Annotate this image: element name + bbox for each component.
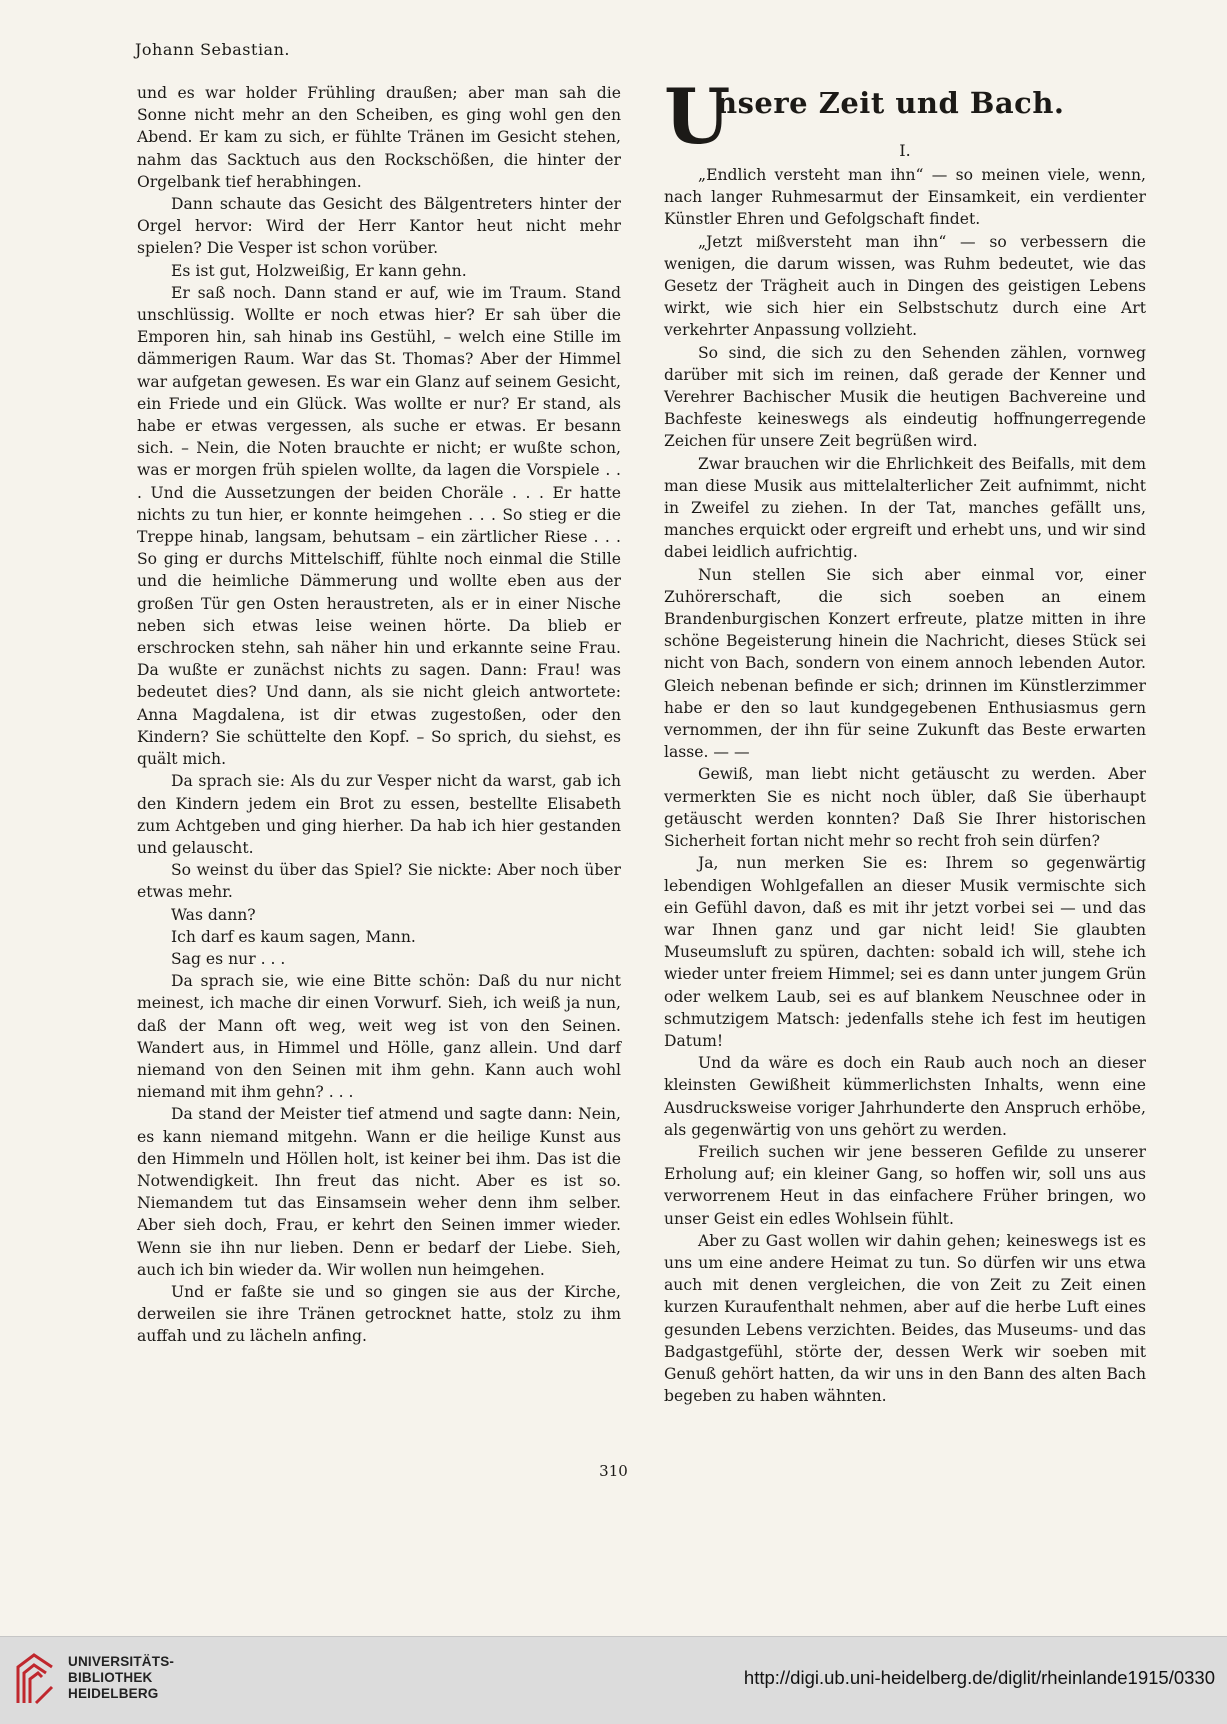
paragraph: Da sprach sie, wie eine Bitte schön: Daß du nur nicht meinest, ich mache dir einen Vorwurf. Sieh, ich weiß ja nun, daß der Mann oft weg, weit weg ist von den Seinen. Wandert aus, in Himmel und Hölle, ganz allein. Und darf niemand von den Seinen mit ihm gehn. Kann auch wohl niemand mit ihm gehn? . . . (137, 972, 621, 1102)
paragraph: Was dann? (171, 905, 256, 924)
section-number: I. (899, 141, 911, 160)
paragraph: Da sprach sie: Als du zur Vesper nicht da warst, gab ich den Kindern jedem ein Brot zu essen, bestellte Elisabeth zum Achtgeben und ging hierher. Da hab ich hier gestanden und gelauscht. (137, 772, 621, 857)
paragraph: Sag es nur . . . (171, 949, 286, 968)
paragraph: Zwar brauchen wir die Ehrlichkeit des Beifalls, mit dem man diese Musik aus mittelalterlicher Zeit aufnimmt, nicht in Zweifel zu ziehen. In der Tat, manches gefällt uns, manches erquickt oder ergreift und erhebt uns, und wir sind dabei leidlich aufrichtig. (664, 454, 1146, 562)
paragraph: Freilich suchen wir jene besseren Gefilde zu unserer Erholung auf; ein kleiner Gang, so hoffen wir, soll uns aus verworrenem Heut in das einfachere Früher bringen, wo unser Geist ein edles Wohlsein fühlt. (664, 1142, 1146, 1228)
paragraph: Aber zu Gast wollen wir dahin gehen; keineswegs ist es uns um eine andere Heimat zu tun. So dürfen wir uns etwa auch mit denen vergleichen, die von Zeit zu Zeit einen kurzen Kuraufenthalt nehmen, aber auf die herbe Luft eines gesunden Lebens verzichten. Beides, das Museums- und das Badgastgefühl, störte der, dessen Werk wir soeben mit Genuß gehört hatten, da wir uns in den Bann des alten Bach begeben zu haben wähnten. (664, 1231, 1146, 1406)
paragraph: und es war holder Frühling draußen; aber man sah die Sonne nicht mehr an den Scheiben, es ging wohl gen den Abend. Er kam zu sich, er fühlte Tränen im Gesicht stehen, nahm das Sacktuch aus den Rockschößen, die hinter der Orgelbank tief herabhingen. (137, 84, 621, 191)
library-logo-icon[interactable] (12, 1649, 58, 1709)
paragraph: Ich darf es kaum sagen, Mann. (171, 927, 416, 946)
library-name-line: HEIDELBERG (68, 1686, 159, 1701)
paragraph: Es ist gut, Holzweißig, Er kann gehn. (171, 261, 467, 280)
paragraph: „Endlich versteht man ihn“ — so meinen viele, wenn, nach langer Ruhmesarmut der Einsamkeit, ein verdienter Künstler Ehren und Gefolgschaft findet. (664, 166, 1146, 229)
left-column (137, 82, 621, 1348)
library-name (68, 1654, 174, 1702)
library-name-line: UNIVERSITÄTS- (68, 1654, 175, 1669)
paragraph: Dann schaute das Gesicht des Bälgentreters hinter der Orgel hervor: Wird der Herr Kantor heut nicht mehr spielen? Die Vesper ist schon vorüber. (137, 195, 621, 258)
library-name-line: BIBLIOTHEK (68, 1670, 153, 1685)
paragraph: So sind, die sich zu den Sehenden zählen, vornweg darüber mit sich im reinen, daß gerade der Kenner und Verehrer Bachischer Musik die heutigen Bachvereine und Bachfeste keineswegs als eindeutig hoffnungerregende Zeichen für unsere Zeit begrüßen wird. (664, 343, 1146, 451)
library-footer (0, 1636, 1227, 1724)
paragraph: Er saß noch. Dann stand er auf, wie im Traum. Stand unschlüssig. Wollte er noch etwas hier? Er sah über die Emporen hin, sah hinab ins Gestühl, – welch eine Stille im dämmerigen Raum. War das St. Thomas? Aber der Himmel war aufgetan gewesen. Es war ein Glanz auf seinem Gesicht, ein Friede und ein Glück. Was wollte er nur? Er stand, als habe er etwas vergessen, als suche er etwas. Er besann sich. – Nein, die Noten brauchte er nicht; er wußte schon, was er morgen früh spielen wollte, da lagen die Vorspiele . . . Und die Aussetzungen der beiden Choräle . . . Er hatte nichts zu tun hier, er konnte heimgehen . . . So stieg er die Treppe hinab, langsam, behutsam – ein zärtlicher Riese . . . So ging er durchs Mittelschiff, fühlte noch einmal die Stille und die heimliche Dämmerung und wollte eben aus der großen Tür gen Osten heraustreten, als er in einer Nische neben sich etwas leise weinen hörte. Da blieb er erschrocken stehn, sah näher hin und erkannte seine Frau. Da wußte er zunächst nichts zu sagen. Dann: Frau! was bedeutet dies? Und dann, als sie nicht gleich antwortete: Anna Magdalena, ist dir etwas zugestoßen, oder den Kindern? Sie schüttelte den Kopf. – So sprich, du siehst, es quält mich. (137, 283, 621, 769)
paragraph: Und er faßte sie und so gingen sie aus der Kirche, derweilen sie ihre Tränen getrocknet hatte, stolz zu ihm auffah und zu lächeln anfing. (137, 1282, 621, 1346)
paragraph: Und da wäre es doch ein Raub auch noch an dieser kleinsten Gewißheit kümmerlichsten Inhalts, wenn eine Ausdrucksweise voriger Jahrhunderte den Anspruch erhöbe, als gegenwärtig von uns gehört zu werden. (664, 1054, 1146, 1139)
paragraph: So weinst du über das Spiel? Sie nickte: Aber noch über etwas mehr. (137, 861, 621, 902)
running-head: Johann Sebastian. (135, 40, 290, 59)
permalink-url[interactable]: http://digi.ub.uni-heidelberg.de/diglit/rheinlande1915/0330 (743, 1667, 1215, 1688)
paragraph: „Jetzt mißversteht man ihn“ — so verbessern die wenigen, die darum wissen, was Ruhm bedeutet, wie das Gesetz der Trägheit auch in Dingen des geistigen Lebens wirkt, wie sich hier ein Selbstschutz durch eine Art verkehrter Anpassung vollzieht. (664, 232, 1146, 340)
title-initial: U (664, 72, 731, 161)
paragraph: Da stand der Meister tief atmend und sagte dann: Nein, es kann niemand mitgehn. Wann er die heilige Kunst aus den Himmeln und Höllen holt, ist keiner bei ihm. Das ist die Notwendigkeit. Ihn freut das nicht. Aber es ist so. Niemandem tut das Einsamsein weher denn ihm selber. Aber sieh doch, Frau, er kehrt den Seinen immer wieder. Wenn sie ihn nur lieben. Denn er bedarf der Liebe. Sieh, auch ich bin wieder da. Wir wollen nun heimgehen. (137, 1105, 621, 1279)
paragraph: Ja, nun merken Sie es: Ihrem so gegenwärtig lebendigen Wohlgefallen an dieser Musik vermischte sich ein Gefühl davon, daß es mit ihr jetzt vorbei sei — und das war Ihnen ganz und gar nicht leid! Sie glaubten Museumsluft zu spüren, dachten: sobald ich will, stehe ich wieder unter freiem Himmel; sei es dann unter jungem Grün oder welkem Laub, sei es auf blankem Neuschnee oder in schmutzigem Matsch: jedenfalls stehe ich fest im heutigen Datum! (664, 854, 1146, 1050)
right-column (664, 72, 1146, 1407)
paragraph: Gewiß, man liebt nicht getäuscht zu werden. Aber vermerkten Sie es nicht noch übler, daß Sie überhaupt getäuscht werden konnten? Daß Sie Ihrer historischen Sicherheit fortan nicht mehr so recht froh sein dürfen? (664, 765, 1146, 851)
article-title (664, 72, 1146, 164)
paragraph: Nun stellen Sie sich aber einmal vor, einer Zuhörerschaft, die sich soeben an einem Brandenburgischen Konzert erfreute, platze mitten in ihre schöne Begeisterung hinein die Nachricht, dieses Stück sei nicht von Bach, sondern von einem annoch lebenden Autor. Gleich nebenan befinde er sich; drinnen im Künstlerzimmer habe er den so laut kundgegebenen Enthusiasmus gern vernommen, der ihn für seine Zukunft das Beste erwarten lasse. — — (664, 565, 1146, 762)
page-number: 310 (599, 1462, 628, 1480)
title-text: nsere Zeit und Bach. (716, 86, 1065, 120)
